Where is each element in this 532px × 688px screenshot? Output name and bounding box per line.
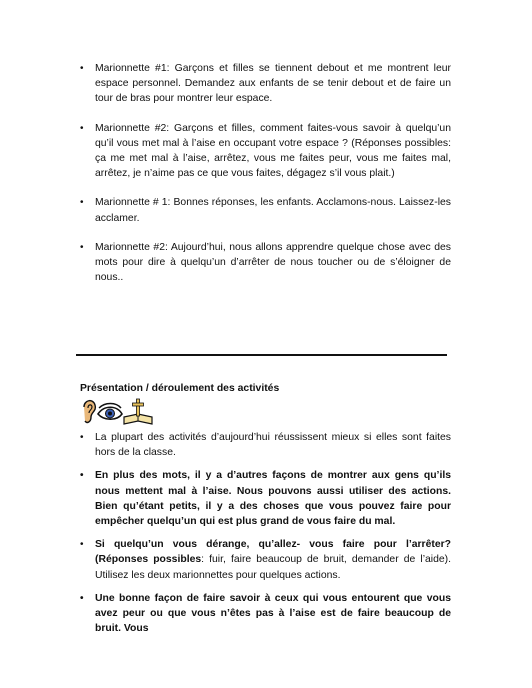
bullet: • <box>80 63 84 74</box>
puppet-dialogue-list <box>0 61 532 299</box>
list-item-text: Une bonne façon de faire savoir à ceux qui vous entourent que vous avez peur ou que vous n’êtes pas à l’aise est de faire beaucoup de bruit. Vous <box>95 592 451 635</box>
activities-list <box>0 430 532 644</box>
ear-icon <box>84 401 95 423</box>
bullet: • <box>80 539 84 551</box>
bullet: • <box>80 241 84 253</box>
list-item <box>0 468 532 529</box>
list-item <box>0 430 532 460</box>
list-item <box>0 61 532 107</box>
list-item-text: Marionnette #2: Aujourd’hui, nous allons apprendre quelque chose avec des mots pour dire à quelqu’un d’arrêter de nous toucher ou de s’éloigner de nous.. <box>95 241 451 284</box>
list-item-text: En plus des mots, il y a d’autres façons de montrer aux gens qu’ils nous mettent mal à l’aise. Nous pouvons aussi utiliser des actions. Bien qu’étant petits, il y a des choses que vous pouvez faire pour empêcher quelqu’un qui est plus grand de vous faire du mal. <box>95 470 451 528</box>
list-item-text: La plupart des activités d’aujourd’hui réussissent mieux si elles sont faites hors de la classe. <box>95 432 451 459</box>
bullet: • <box>80 432 84 443</box>
bullet: • <box>80 197 84 209</box>
list-item-text: Marionnette # 1: Bonnes réponses, les enfants. Acclamons-nous. Laissez-les acclamer. <box>95 197 451 224</box>
eye-icon <box>98 404 122 420</box>
book-cross-icon <box>124 399 152 424</box>
bullet: • <box>80 470 84 482</box>
list-item <box>0 240 532 286</box>
section-divider <box>76 354 447 356</box>
list-item-text: Marionnette #2: Garçons et filles, comment faites-vous savoir à quelqu’un qu’il vous met mal à l’aise en occupant votre espace ? (Réponses possibles: ça me met mal à l’aise, arrêtez, vous me faites peur, vous me faites mal, arrêtez, je n’aime pas ce que vous faites, dégagez s’il vous plait.) <box>95 122 451 180</box>
list-item-bold-text: Si quelqu’un vous dérange, qu’allez- vous faire pour l’arrêter? (Réponses possibles <box>95 539 451 566</box>
activity-icons <box>80 397 156 427</box>
section-title: Présentation / déroulement des activités <box>80 383 280 394</box>
list-item <box>0 121 532 182</box>
list-item <box>0 537 532 583</box>
list-item <box>0 195 532 225</box>
bullet: • <box>80 122 84 134</box>
bullet: • <box>80 592 84 604</box>
list-item-text: : fuir, faire beaucoup de bruit, demander de l’aide). Utilisez les deux marionnettes pour quelques actions. <box>95 554 452 581</box>
list-item-text: Marionnette #1: Garçons et filles se tiennent debout et me montrent leur espace personnel. Demandez aux enfants de se tenir debout et de faire un tour de bras pour montrer leur espace. <box>95 63 451 105</box>
list-item <box>0 591 532 637</box>
